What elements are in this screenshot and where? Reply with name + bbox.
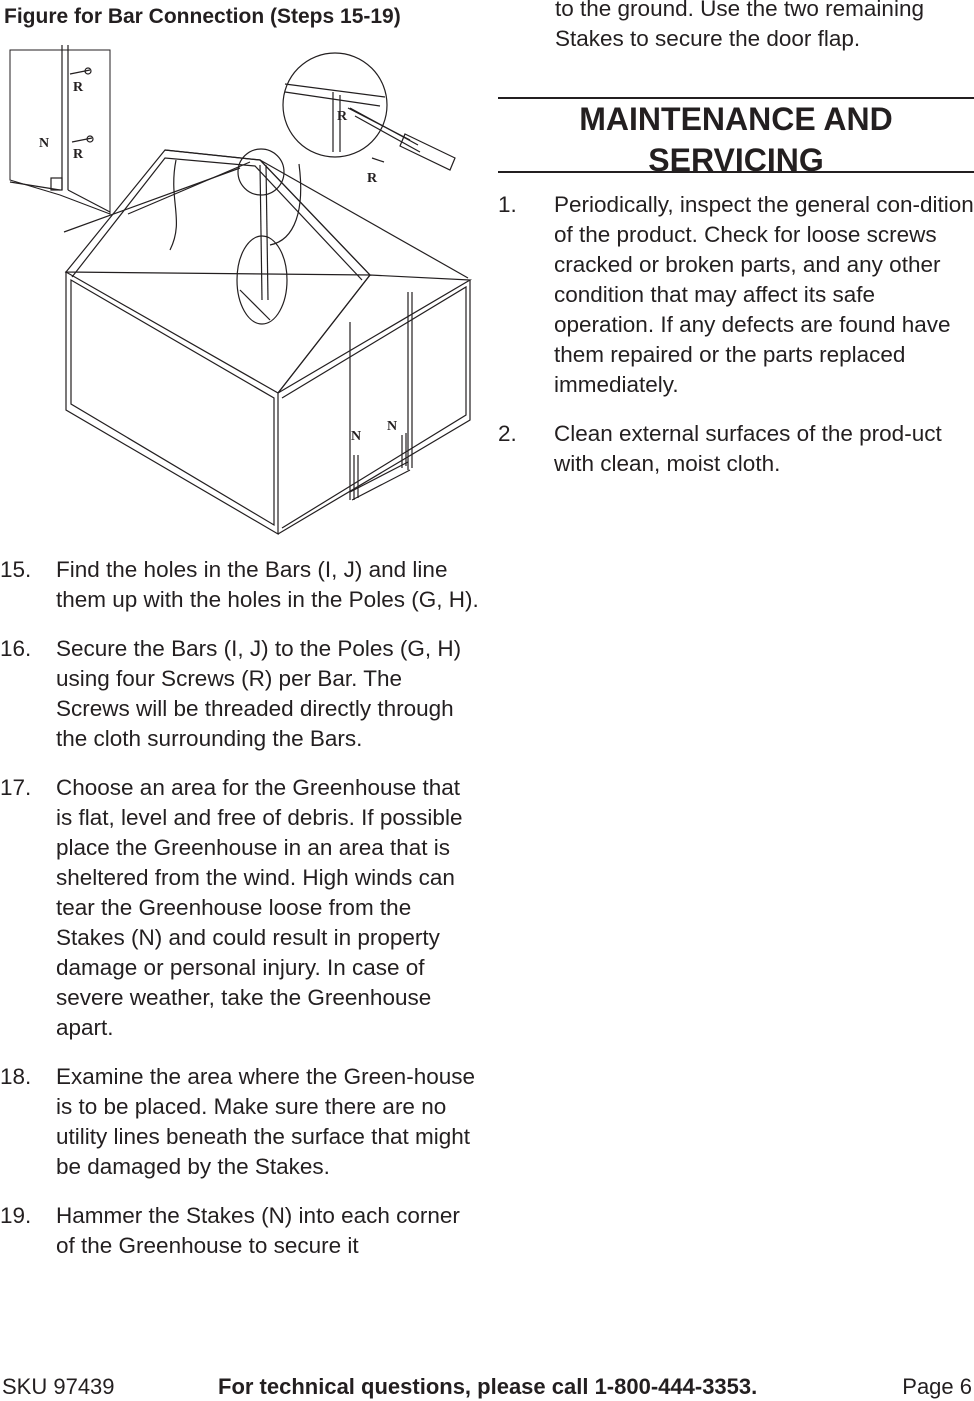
step-text: Examine the area where the Green-house is to be placed. Make sure there are no utility lines beneath the surface that might be damaged by the Stakes. [56, 1064, 475, 1179]
tech-support-line: For technical questions, please call 1-800-444-3353. [218, 1374, 758, 1399]
step-item [0, 773, 480, 1043]
step-text: Secure the Bars (I, J) to the Poles (G, H) using four Screws (R) per Bar. The Screws will be threaded directly through the cloth surrounding the Bars. [56, 636, 462, 751]
step-item [0, 1062, 480, 1182]
step-item [0, 1201, 480, 1261]
label-n-2: N [351, 429, 362, 444]
label-r-3: R [337, 109, 348, 124]
item-number: 1. [498, 192, 517, 217]
maintenance-heading: MAINTENANCE AND SERVICING [498, 97, 974, 173]
page-number: Page 6 [902, 1374, 972, 1399]
label-n-3: N [387, 419, 398, 434]
step-text: Hammer the Stakes (N) into each corner of the Greenhouse to secure it [56, 1203, 460, 1258]
item-text: Clean external surfaces of the prod-uct with clean, moist cloth. [554, 421, 942, 476]
greenhouse-assembly-figure [0, 40, 478, 540]
step-text: Choose an area for the Greenhouse that is flat, level and free of debris. If possible place the Greenhouse in an area that is sheltered from the wind. High winds can tear the Greenhouse loose from the Stakes (N) and could result in property damage or personal injury. In case of severe weather, take the Greenhouse apart. [56, 775, 463, 1040]
step-number: 18. [0, 1064, 32, 1089]
item-number: 2. [498, 421, 517, 446]
step-item [0, 634, 480, 754]
maintenance-item [498, 190, 974, 400]
step-item [0, 555, 480, 615]
step-number: 16. [0, 636, 32, 661]
maintenance-item [498, 419, 974, 479]
label-r-1: R [73, 80, 84, 95]
maintenance-list [498, 190, 974, 498]
step-text: Find the holes in the Bars (I, J) and line them up with the holes in the Poles (G, H). [56, 557, 479, 612]
assembly-steps [0, 555, 480, 1280]
step-number: 19. [0, 1203, 32, 1228]
step-continuation: to the ground. Use the two remaining Stakes to secure the door flap. [555, 0, 924, 51]
item-text: Periodically, inspect the general con-dition of the product. Check for loose screws cracked or broken parts, and any other condition that may affect its safe operation. If any defects are found have them repaired or the parts replaced immediately. [554, 192, 974, 397]
sku-number: SKU 97439 [2, 1374, 115, 1399]
step-number: 17. [0, 775, 32, 800]
figure-title: Figure for Bar Connection (Steps 15-19) [4, 5, 401, 28]
label-r-4: R [367, 171, 378, 186]
step-number: 15. [0, 557, 32, 582]
label-r-2: R [73, 147, 84, 162]
label-n-1: N [39, 136, 50, 151]
